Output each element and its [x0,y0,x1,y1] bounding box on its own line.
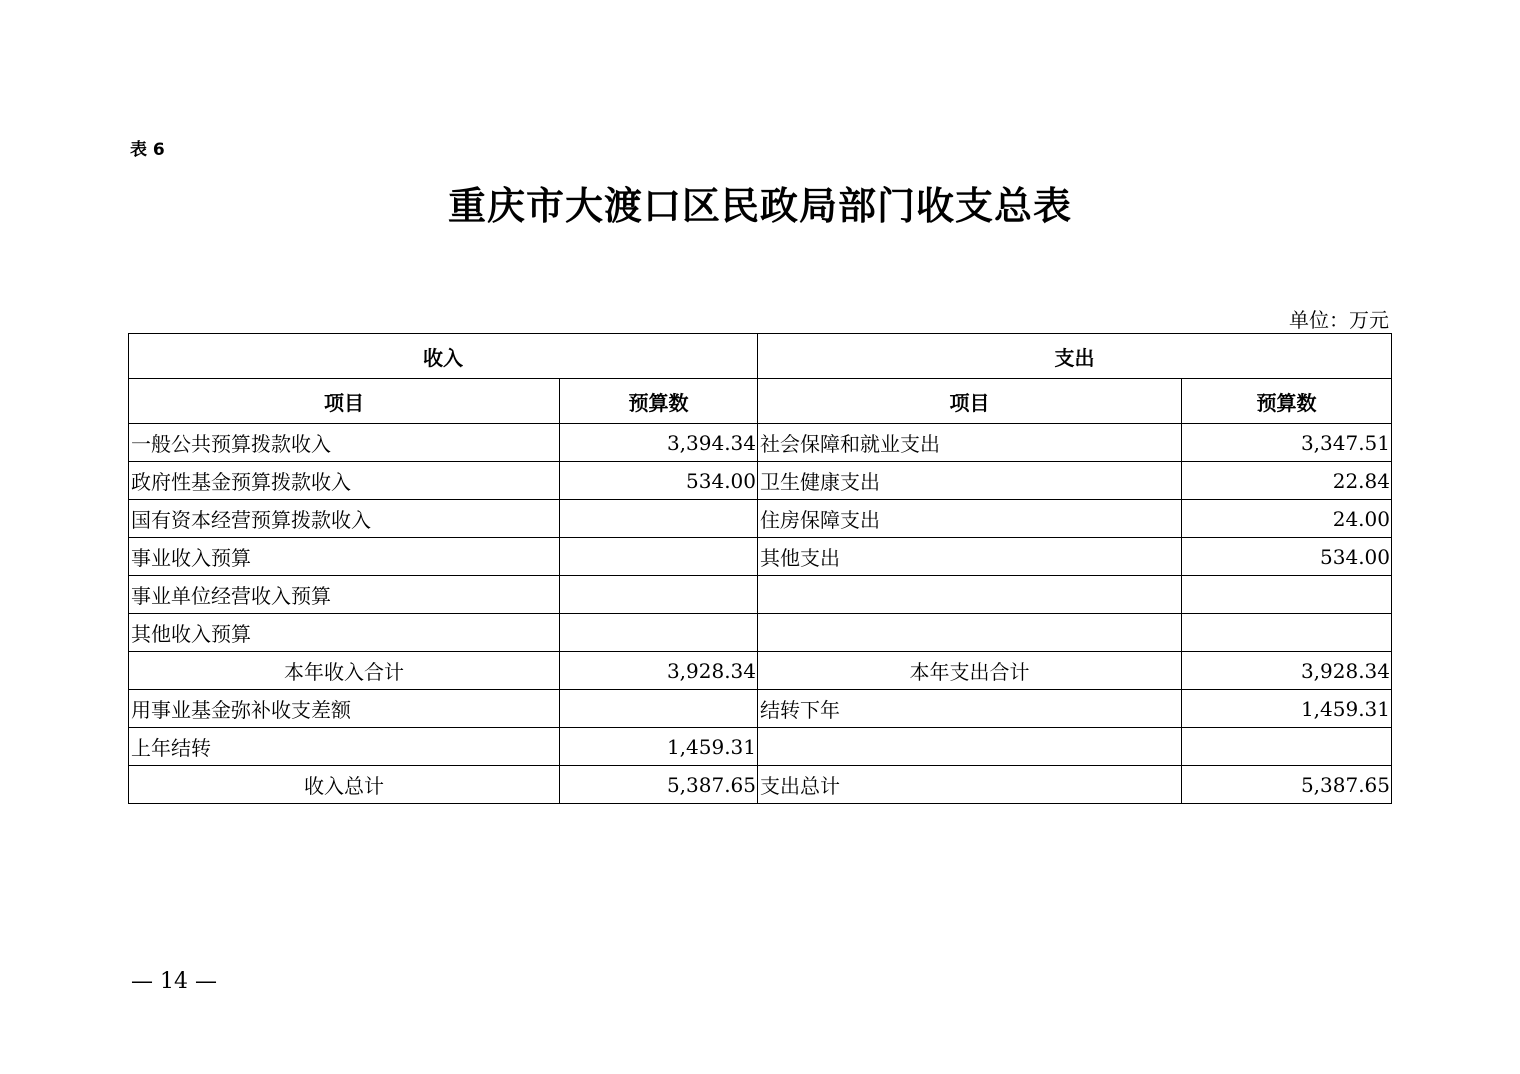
page-number: — 14 — [131,969,217,994]
expense-item [758,614,1182,652]
budget-summary-table [128,333,1392,804]
expense-subtotal-label: 本年支出合计 [758,652,1182,690]
expense-item: 住房保障支出 [758,500,1182,538]
income-value [560,500,758,538]
expense-item-header: 项目 [758,379,1182,424]
expense-budget-header: 预算数 [1182,379,1392,424]
income-item-header: 项目 [129,379,560,424]
subtotal-row [129,652,1392,690]
income-section-header: 收入 [129,334,758,379]
income-item: 上年结转 [129,728,560,766]
column-header-row [129,379,1392,424]
income-item: 其他收入预算 [129,614,560,652]
expense-value [1182,576,1392,614]
income-total-value: 5,387.65 [560,766,758,804]
table-label: 表 6 [130,140,165,160]
expense-value [1182,614,1392,652]
income-item: 国有资本经营预算拨款收入 [129,500,560,538]
income-value: 1,459.31 [560,728,758,766]
expense-section-header: 支出 [758,334,1392,379]
income-item: 一般公共预算拨款收入 [129,424,560,462]
expense-subtotal-value: 3,928.34 [1182,652,1392,690]
expense-value: 3,347.51 [1182,424,1392,462]
income-value: 534.00 [560,462,758,500]
income-total-label: 收入总计 [129,766,560,804]
income-value [560,614,758,652]
expense-item: 结转下年 [758,690,1182,728]
expense-value [1182,728,1392,766]
table-row [129,576,1392,614]
income-item: 事业单位经营收入预算 [129,576,560,614]
income-item: 政府性基金预算拨款收入 [129,462,560,500]
income-subtotal-value: 3,928.34 [560,652,758,690]
page-title: 重庆市大渡口区民政局部门收支总表 [447,184,1072,228]
expense-item: 其他支出 [758,538,1182,576]
expense-item: 卫生健康支出 [758,462,1182,500]
table-row [129,728,1392,766]
income-value [560,538,758,576]
unit-label: 单位：万元 [1289,308,1389,332]
expense-item [758,576,1182,614]
table-row [129,500,1392,538]
expense-total-label: 支出总计 [758,766,1182,804]
income-subtotal-label: 本年收入合计 [129,652,560,690]
table-row [129,614,1392,652]
income-value [560,690,758,728]
expense-value: 1,459.31 [1182,690,1392,728]
expense-item [758,728,1182,766]
table-row [129,462,1392,500]
table-row [129,424,1392,462]
table-row [129,690,1392,728]
income-item: 用事业基金弥补收支差额 [129,690,560,728]
expense-value: 534.00 [1182,538,1392,576]
expense-value: 24.00 [1182,500,1392,538]
total-row [129,766,1392,804]
income-value [560,576,758,614]
income-budget-header: 预算数 [560,379,758,424]
expense-total-value: 5,387.65 [1182,766,1392,804]
expense-item: 社会保障和就业支出 [758,424,1182,462]
section-header-row [129,334,1392,379]
table-row [129,538,1392,576]
expense-value: 22.84 [1182,462,1392,500]
income-value: 3,394.34 [560,424,758,462]
income-item: 事业收入预算 [129,538,560,576]
